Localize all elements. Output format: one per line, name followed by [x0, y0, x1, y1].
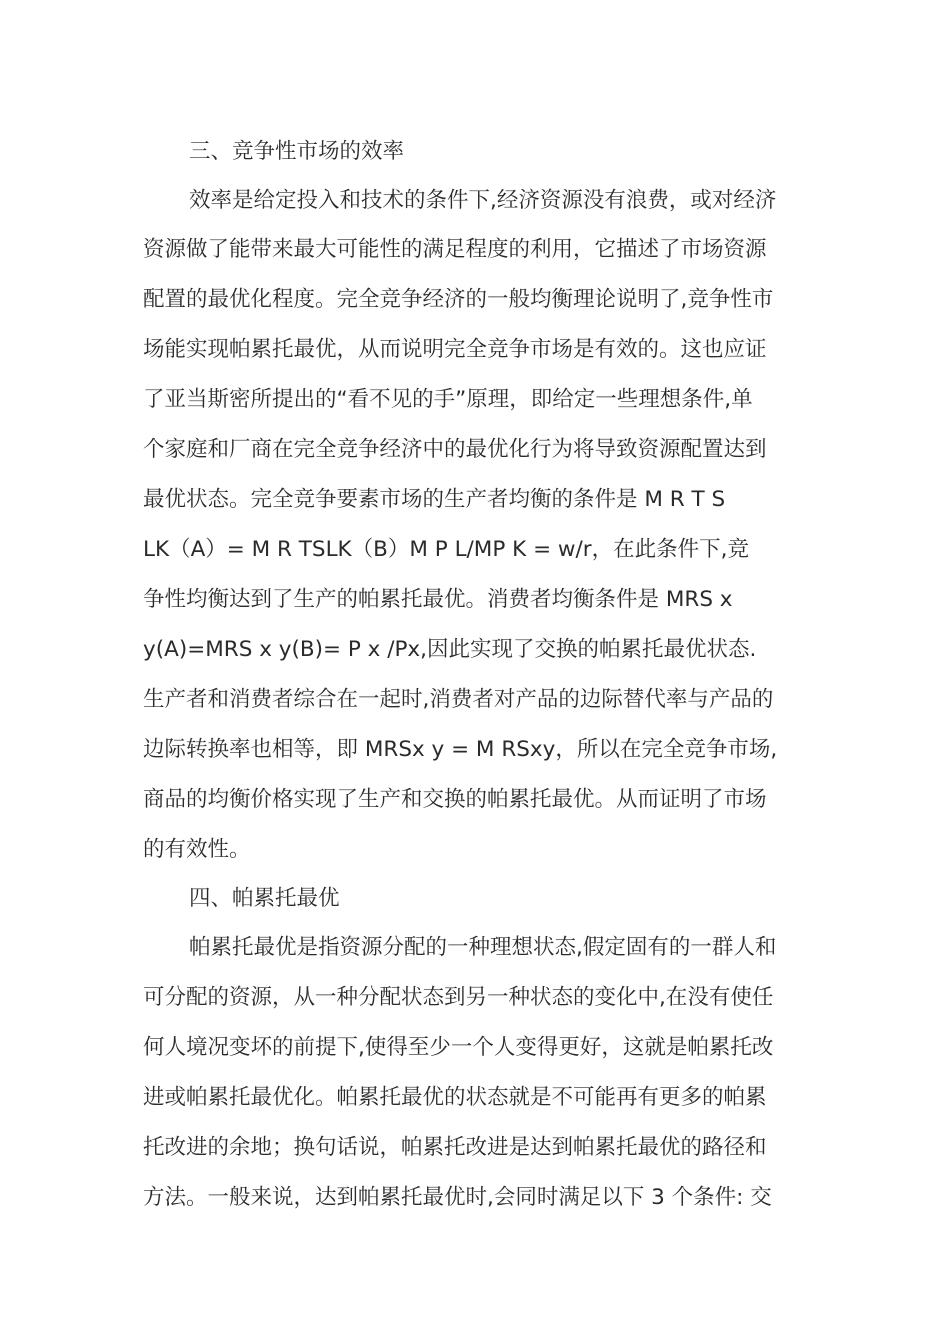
paragraph-line: 场能实现帕累托最优，从而说明完全竞争市场是有效的。这也应证	[143, 337, 767, 362]
paragraph-line: LK（A）= M R TSLK（B）M P L/MP K = w/r，在此条件下,竞	[143, 537, 749, 562]
paragraph-line: 边际转换率也相等，即 MRSx y = M RSxy，所以在完全竞争市场,	[143, 737, 778, 762]
paragraph-line: 商品的均衡价格实现了生产和交换的帕累托最优。从而证明了市场	[143, 787, 767, 812]
paragraph-line: 配置的最优化程度。完全竞争经济的一般均衡理论说明了,竞争性市	[143, 287, 774, 312]
paragraph-line: y(A)=MRS x y(B)= P x /Px,因此实现了交换的帕累托最优状态.	[143, 637, 757, 662]
paragraph-line: 最优状态。完全竞争要素市场的生产者均衡的条件是 M R T S	[143, 487, 726, 512]
paragraph-line: 争性均衡达到了生产的帕累托最优。消费者均衡条件是 MRS x	[143, 587, 733, 612]
paragraph-line: 个家庭和厂商在完全竞争经济中的最优化行为将导致资源配置达到	[143, 437, 767, 462]
paragraph-line: 何人境况变坏的前提下,使得至少一个人变得更好，这就是帕累托改	[143, 1035, 774, 1060]
paragraph-line: 方法。一般来说，达到帕累托最优时,会同时满足以下 3 个条件: 交	[143, 1185, 772, 1210]
paragraph-line: 可分配的资源，从一种分配状态到另一种状态的变化中,在没有使任	[143, 985, 774, 1010]
paragraph-line: 的有效性。	[143, 837, 251, 862]
section-heading-4: 四、帕累托最优	[189, 886, 340, 911]
paragraph-line: 了亚当斯密所提出的“看不见的手”原理，即给定一些理想条件,单	[143, 387, 753, 412]
section-heading-3: 三、竞争性市场的效率	[189, 139, 405, 164]
paragraph-line: 资源做了能带来最大可能性的满足程度的利用，它描述了市场资源	[143, 237, 767, 262]
paragraph-line: 生产者和消费者综合在一起时,消费者对产品的边际替代率与产品的	[143, 687, 774, 712]
paragraph-line: 帕累托最优是指资源分配的一种理想状态,假定固有的一群人和	[189, 935, 777, 960]
paragraph-line: 效率是给定投入和技术的条件下,经济资源没有浪费，或对经济	[189, 188, 777, 213]
paragraph-line: 进或帕累托最优化。帕累托最优的状态就是不可能再有更多的帕累	[143, 1085, 767, 1110]
paragraph-line: 托改进的余地；换句话说，帕累托改进是达到帕累托最优的路径和	[143, 1135, 767, 1160]
